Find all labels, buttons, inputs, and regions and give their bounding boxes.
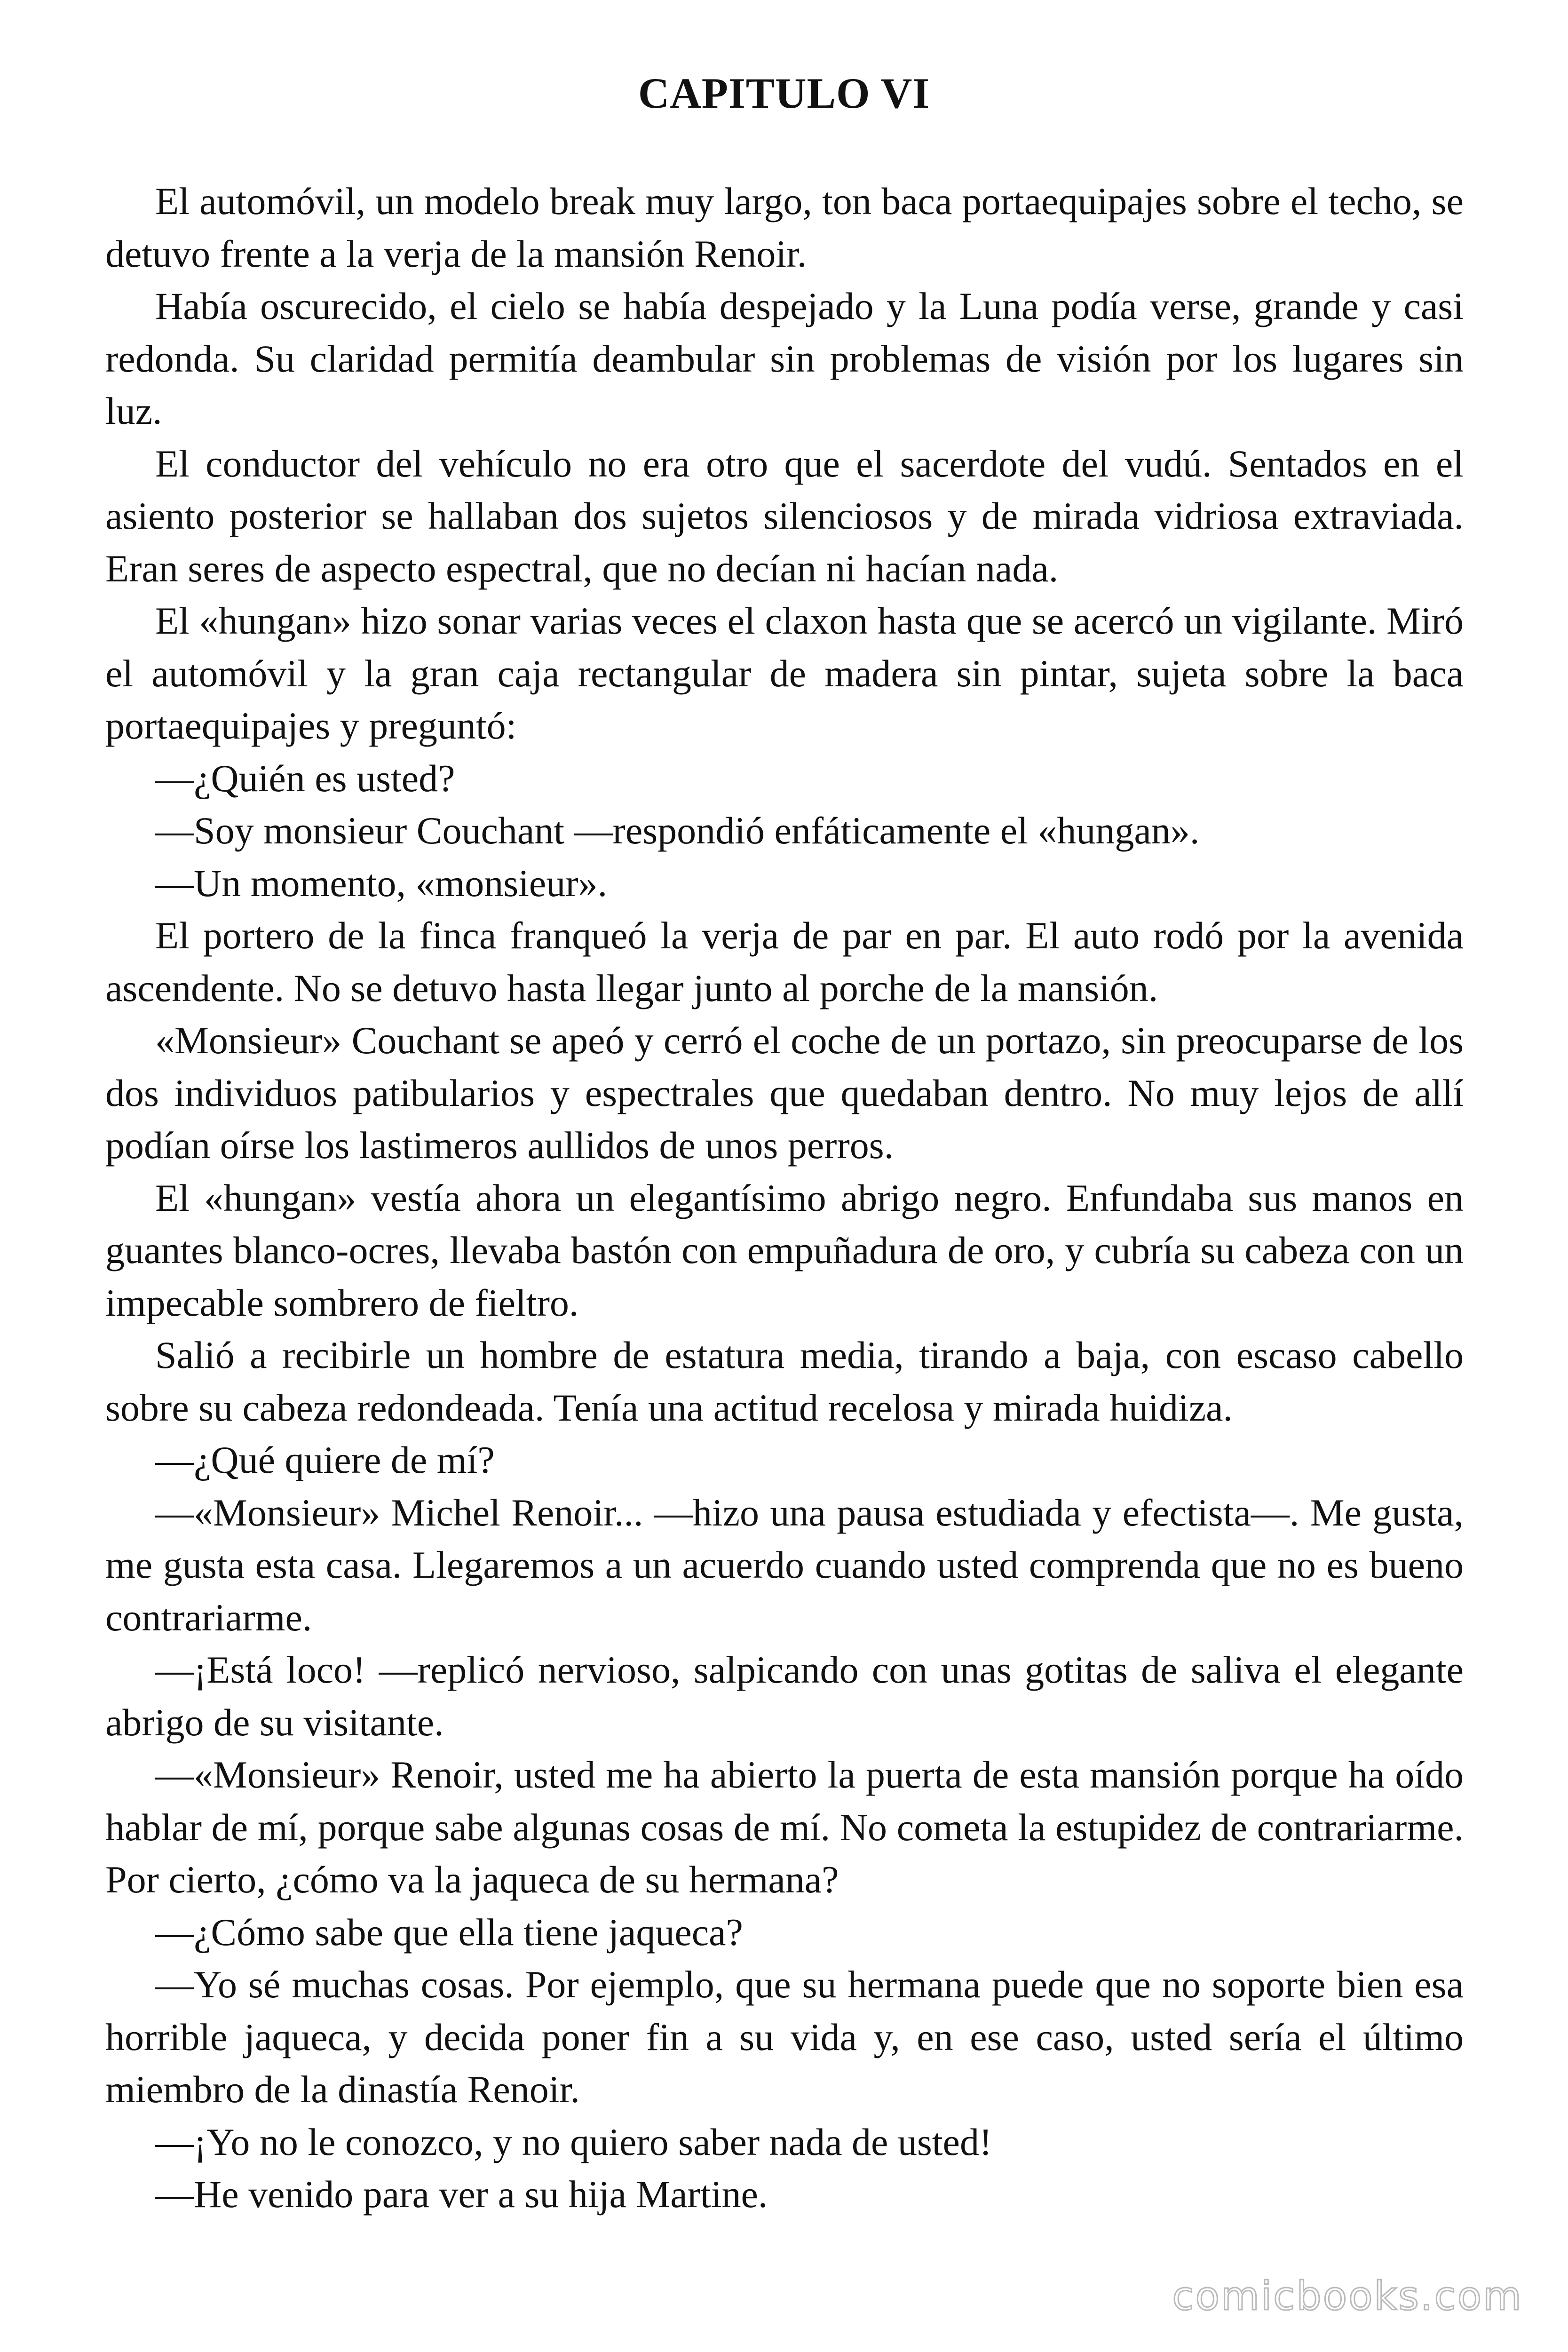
paragraph: El conductor del vehículo no era otro que el sacerdote del vudú. Sentados en el asiento posterior se hallaban dos sujetos silenciosos y de mirada vidriosa extraviada. Eran seres de aspecto espectral, que no decían ni hacían nada. [105, 442, 1464, 590]
dialogue-line: —He venido para ver a su hija Martine. [155, 2173, 768, 2216]
dialogue-line: —«Monsieur» Renoir, usted me ha abierto la puerta de esta mansión porque ha oído hablar de mí, porque sabe algunas cosas de mí. No cometa la estupidez de contrariarme. Por cierto, ¿cómo va la jaqueca de su hermana? [105, 1753, 1464, 1901]
paragraph: El «hungan» hizo sonar varias veces el claxon hasta que se acercó un vigilante. Miró el automóvil y la gran caja rectangular de madera sin pintar, sujeta sobre la baca portaequipajes y preguntó: [105, 599, 1464, 747]
paragraph: El automóvil, un modelo break muy largo, ton baca portaequipajes sobre el techo, se detuvo frente a la verja de la mansión Renoir. [105, 180, 1464, 275]
dialogue-line: —¿Cómo sabe que ella tiene jaqueca? [155, 1910, 743, 1954]
chapter-title: CAPITULO VI [638, 69, 930, 117]
dialogue-line: —¡Yo no le conozco, y no quiero saber nada de usted! [155, 2120, 992, 2163]
chapter-body [105, 175, 1464, 2221]
dialogue-line: —¿Qué quiere de mí? [155, 1438, 495, 1481]
dialogue-line: —«Monsieur» Michel Renoir... —hizo una pausa estudiada y efectista—. Me gusta, me gusta esta casa. Llegaremos a un acuerdo cuando usted comprenda que no es bueno contrariarme. [105, 1491, 1464, 1639]
paragraph: El «hungan» vestía ahora un elegantísimo abrigo negro. Enfundaba sus manos en guantes blanco-ocres, llevaba bastón con empuñadura de oro, y cubría su cabeza con un impecable sombrero de fieltro. [105, 1176, 1464, 1324]
dialogue-line: —Soy monsieur Couchant —respondió enfáticamente el «hungan». [155, 809, 1200, 852]
dialogue-line: —¿Quién es usted? [155, 756, 455, 800]
dialogue-line: —¡Está loco! —replicó nervioso, salpicando con unas gotitas de saliva el elegante abrigo de su visitante. [105, 1648, 1464, 1744]
dialogue-line: —Yo sé muchas cosas. Por ejemplo, que su hermana puede que no soporte bien esa horrible jaqueca, y decida poner fin a su vida y, en ese caso, usted sería el último miembro de la dinastía Renoir. [105, 1963, 1464, 2111]
paragraph: El portero de la finca franqueó la verja de par en par. El auto rodó por la avenida ascendente. No se detuvo hasta llegar junto al porche de la mansión. [105, 914, 1464, 1009]
dialogue-line: —Un momento, «monsieur». [155, 861, 608, 905]
paragraph: Salió a recibirle un hombre de estatura media, tirando a baja, con escaso cabello sobre su cabeza redondeada. Tenía una actitud recelosa y mirada huidiza. [105, 1334, 1464, 1429]
watermark: comicbooks.com [1172, 2273, 1523, 2319]
paragraph: Había oscurecido, el cielo se había despejado y la Luna podía verse, grande y casi redonda. Su claridad permitía deambular sin problemas de visión por los lugares sin luz. [105, 285, 1464, 432]
paragraph: «Monsieur» Couchant se apeó y cerró el coche de un portazo, sin preocuparse de los dos individuos patibularios y espectrales que quedaban dentro. No muy lejos de allí podían oírse los lastimeros aullidos de unos perros. [105, 1019, 1464, 1167]
